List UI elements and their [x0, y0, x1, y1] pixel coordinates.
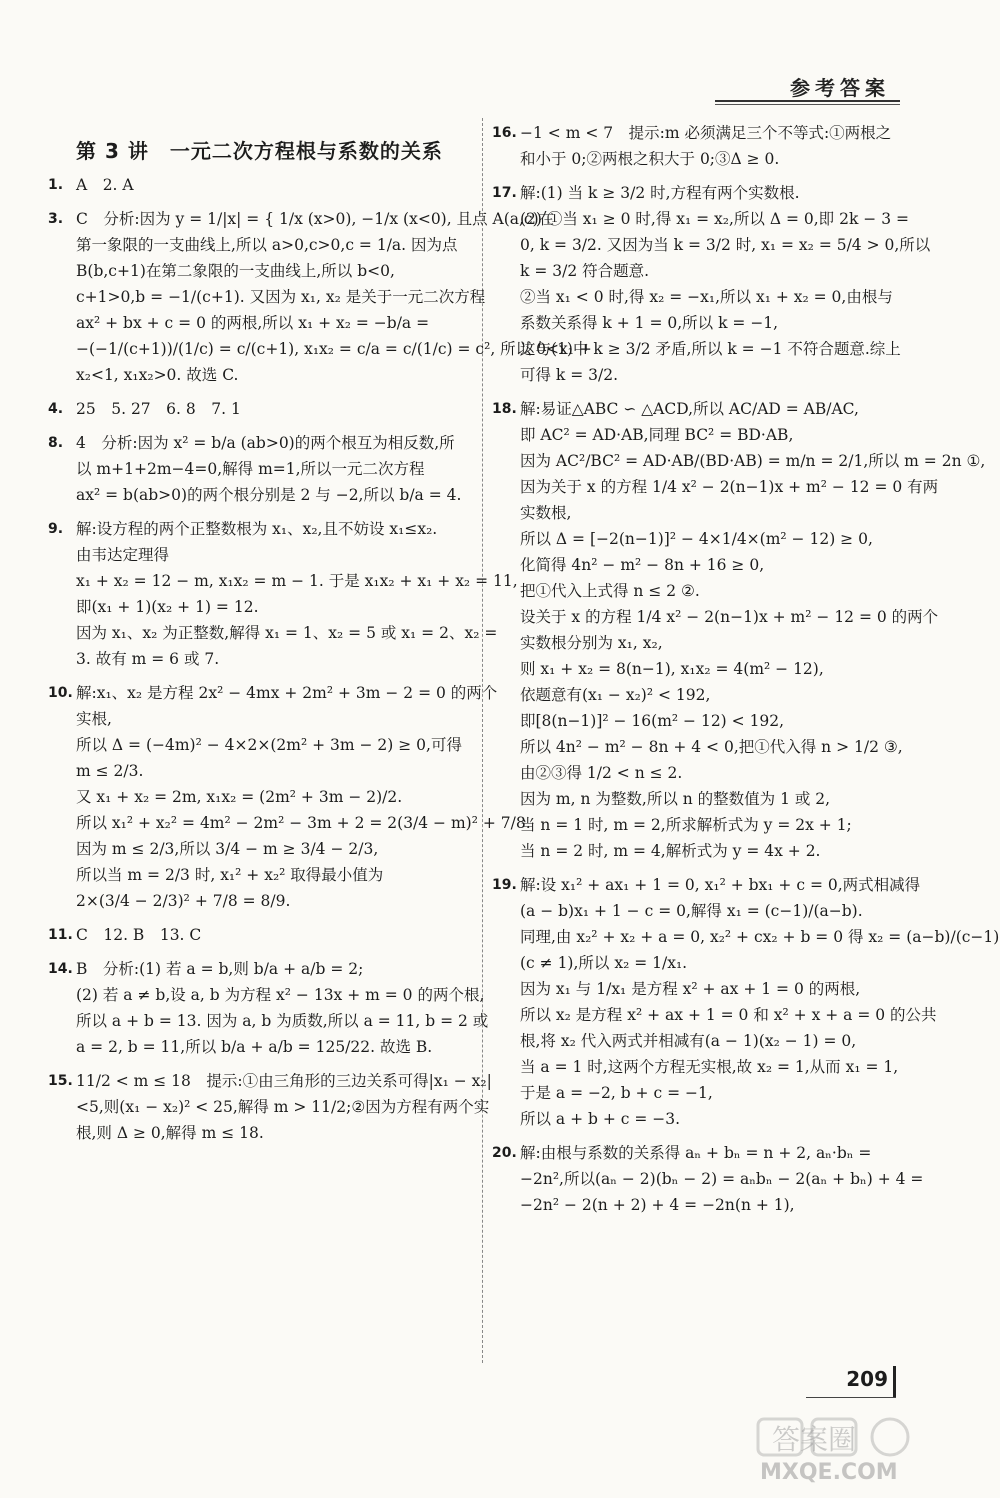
answer-number: 19.	[492, 877, 517, 893]
answer-line: −2n²,所以(aₙ − 2)(bₙ − 2) = aₙbₙ − 2(aₙ + bₙ) + 4 =	[520, 1170, 924, 1188]
answer-line: 以 m+1+2m−4=0,解得 m=1,所以一元二次方程	[76, 460, 425, 478]
answer-line: −1 < m < 7 提示:m 必须满足三个不等式:①两根之	[520, 124, 892, 142]
answer-number: 3.	[48, 211, 64, 227]
answer-line: x₂<1, x₁x₂>0. 故选 C.	[76, 366, 239, 384]
answer-item	[492, 180, 931, 388]
answer-item	[48, 956, 489, 1060]
answer-line: 当 a = 1 时,这两个方程无实根,故 x₂ = 1,从而 x₁ = 1,	[520, 1058, 899, 1076]
answer-line: 所以 x₁² + x₂² = 4m² − 2m² − 3m + 2 = 2(3/4 − m)² + 7/8.	[76, 814, 531, 832]
answer-line: 系数关系得 k + 1 = 0,所以 k = −1,	[520, 314, 779, 332]
answer-line: 实数根分别为 x₁, x₂,	[520, 634, 663, 652]
answer-line: 因为 m ≤ 2/3,所以 3/4 − m ≥ 3/4 − 2/3,	[76, 840, 379, 858]
watermark-logo	[750, 1415, 960, 1485]
answer-line: 即 AC² = AD·AB,同理 BC² = BD·AB,	[520, 426, 794, 444]
answer-line: k = 3/2 符合题意.	[520, 262, 650, 280]
answer-line: 因为 x₁、x₂ 为正整数,解得 x₁ = 1、x₂ = 5 或 x₁ = 2、x₂ =	[76, 624, 498, 642]
answer-line: (c ≠ 1),所以 x₂ = 1/x₁.	[520, 954, 688, 972]
header-rule-thin	[715, 104, 900, 105]
answer-line: (2) ①当 x₁ ≥ 0 时,得 x₁ = x₂,所以 Δ = 0,即 2k − 3 =	[520, 210, 909, 228]
answer-number: 10.	[48, 685, 73, 701]
answer-line: 因为 AC²/BC² = AD·AB/(BD·AB) = m/n = 2/1,所以 m = 2n ①,	[520, 452, 986, 470]
watermark-text: 答案圈	[772, 1423, 857, 1456]
answer-item	[48, 1068, 492, 1146]
answer-line: A 2. A	[76, 176, 134, 194]
answer-item	[492, 120, 902, 172]
answer-line: 解:(1) 当 k ≥ 3/2 时,方程有两个实数根.	[520, 184, 800, 202]
answer-line: <5,则(x₁ − x₂)² < 25,解得 m > 11/2;②因为方程有两个实	[76, 1098, 490, 1116]
right-answer-list	[492, 120, 1000, 1218]
answer-line: a = 2, b = 11,所以 b/a + a/b = 125/22. 故选 B.	[76, 1038, 433, 1056]
answer-line: 所以 a + b + c = −3.	[520, 1110, 681, 1128]
answer-line: 即(x₁ + 1)(x₂ + 1) = 12.	[76, 598, 259, 616]
answer-line: 根,则 Δ ≥ 0,解得 m ≤ 18.	[76, 1124, 264, 1142]
answer-line: 解:易证△ABC ∽ △ACD,所以 AC/AD = AB/AC,	[520, 400, 859, 418]
answer-item	[492, 1140, 924, 1218]
answer-line: 因为 m, n 为整数,所以 n 的整数值为 1 或 2,	[520, 790, 831, 808]
answer-line: 解:设方程的两个正整数根为 x₁、x₂,且不妨设 x₁≤x₂.	[76, 520, 438, 538]
answer-line: 解:设 x₁² + ax₁ + 1 = 0, x₁² + bx₁ + c = 0,两式相减得	[520, 876, 921, 894]
answer-line: 解:x₁、x₂ 是方程 2x² − 4mx + 2m² + 3m − 2 = 0 的两个	[76, 684, 498, 702]
answer-item	[48, 172, 468, 198]
answer-line: m ≤ 2/3.	[76, 762, 144, 780]
right-column	[492, 120, 1000, 1226]
watermark-url: MXQE.COM	[760, 1460, 898, 1485]
answer-number: 16.	[492, 125, 517, 141]
answer-line: 0, k = 3/2. 又因为当 k = 3/2 时, x₁ = x₂ = 5/4 > 0,所以	[520, 236, 931, 254]
answer-line: 所以当 m = 2/3 时, x₁² + x₂² 取得最小值为	[76, 866, 384, 884]
answer-line: 3. 故有 m = 6 或 7.	[76, 650, 220, 668]
answer-number: 17.	[492, 185, 517, 201]
answer-line: 解:由根与系数的关系得 aₙ + bₙ = n + 2, aₙ·bₙ =	[520, 1144, 872, 1162]
page-number-bar	[893, 1366, 896, 1398]
answer-line: 设关于 x 的方程 1/4 x² − 2(n−1)x + m² − 12 = 0 的两个	[520, 608, 939, 626]
answer-line: 所以 a + b = 13. 因为 a, b 为质数,所以 a = 11, b = 2 或	[76, 1012, 489, 1030]
answer-line: B 分析:(1) 若 a = b,则 b/a + a/b = 2;	[76, 960, 364, 978]
answer-item	[48, 396, 468, 422]
page-number: 209	[846, 1367, 888, 1391]
header-label: 参考答案	[790, 76, 890, 100]
answer-item	[48, 430, 468, 508]
answer-line: 可得 k = 3/2.	[520, 366, 619, 384]
answer-line: 和小于 0;②两根之积大于 0;③Δ ≥ 0.	[520, 150, 780, 168]
answer-line: ②当 x₁ < 0 时,得 x₂ = −x₁,所以 x₁ + x₂ = 0,由根与	[520, 288, 893, 306]
answer-line: B(b,c+1)在第二象限的一支曲线上,所以 b<0,	[76, 262, 395, 280]
answer-line: 11/2 < m ≤ 18 提示:①由三角形的三边关系可得|x₁ − x₂|	[76, 1072, 492, 1090]
answer-line: 因为关于 x 的方程 1/4 x² − 2(n−1)x + m² − 12 = 0 有两	[520, 478, 939, 496]
answer-line: 化简得 4n² − m² − 8n + 16 ≥ 0,	[520, 556, 765, 574]
answer-line: 所以 x₂ 是方程 x² + ax + 1 = 0 和 x² + x + a = 0 的公共	[520, 1006, 937, 1024]
header-rule	[715, 100, 900, 102]
answer-line: 因为 x₁ 与 1/x₁ 是方程 x² + ax + 1 = 0 的两根,	[520, 980, 861, 998]
answer-number: 14.	[48, 961, 73, 977]
watermark-logo-icon	[750, 1415, 960, 1485]
answer-line: (2) 若 a ≠ b,设 a, b 为方程 x² − 13x + m = 0 的两个根,	[76, 986, 485, 1004]
answer-number: 18.	[492, 401, 517, 417]
answer-line: ax² = b(ab>0)的两个根分别是 2 与 −2,所以 b/a = 4.	[76, 486, 462, 504]
page-number-rule	[806, 1397, 896, 1398]
answer-number: 9.	[48, 521, 64, 537]
answer-item	[492, 396, 986, 864]
answer-line: 4 分析:因为 x² = b/a (ab>0)的两个根互为相反数,所	[76, 434, 455, 452]
answer-number: 20.	[492, 1145, 517, 1161]
answer-number: 8.	[48, 435, 64, 451]
answer-line: 所以 4n² − m² − 8n + 4 < 0,把①代入得 n > 1/2 ③,	[520, 738, 903, 756]
answer-line: 实根,	[76, 710, 112, 728]
answer-line: 根,将 x₂ 代入两式并相减有(a − 1)(x₂ − 1) = 0,	[520, 1032, 857, 1050]
answer-line: 又 x₁ + x₂ = 2m, x₁x₂ = (2m² + 3m − 2)/2.	[76, 788, 403, 806]
answer-line: 所以 Δ = (−4m)² − 4×2×(2m² + 3m − 2) ≥ 0,可得	[76, 736, 462, 754]
answer-line: −2n² − 2(n + 2) + 4 = −2n(n + 1),	[520, 1196, 795, 1214]
answer-item	[492, 872, 1000, 1132]
answer-number: 4.	[48, 401, 64, 417]
answer-line: 当 n = 2 时, m = 4,解析式为 y = 4x + 2.	[520, 842, 821, 860]
answer-line: 当 n = 1 时, m = 2,所求解析式为 y = 2x + 1;	[520, 816, 852, 834]
answer-line: 2×(3/4 − 2/3)² + 7/8 = 8/9.	[76, 892, 291, 910]
answer-line: x₁ + x₂ = 12 − m, x₁x₂ = m − 1. 于是 x₁x₂ + x₁ + x₂ = 11,	[76, 572, 518, 590]
answer-number: 11.	[48, 927, 73, 943]
answer-line: 把①代入上式得 n ≤ 2 ②.	[520, 582, 700, 600]
answer-line: 25 5. 27 6. 8 7. 1	[76, 400, 241, 418]
answer-line: 则 x₁ + x₂ = 8(n−1), x₁x₂ = 4(m² − 12),	[520, 660, 824, 678]
answer-item	[48, 516, 518, 672]
answer-line: 同理,由 x₂² + x₂ + a = 0, x₂² + cx₂ + b = 0 得 x₂ = (a−b)/(c−1)	[520, 928, 1000, 946]
answer-line: 即[8(n−1)]² − 16(m² − 12) < 192,	[520, 712, 785, 730]
answer-line: ax² + bx + c = 0 的两根,所以 x₁ + x₂ = −b/a =	[76, 314, 430, 332]
answer-line: 实数根,	[520, 504, 572, 522]
answer-number: 1.	[48, 177, 64, 193]
answer-line: 于是 a = −2, b + c = −1,	[520, 1084, 713, 1102]
answer-line: −(−1/(c+1))/(1/c) = c/(c+1), x₁x₂ = c/a = c/(1/c) = c², 所以 0<x₁ +	[76, 340, 592, 358]
answer-item	[48, 922, 468, 948]
answer-line: 所以 Δ = [−2(n−1)]² − 4×1/4×(m² − 12) ≥ 0,	[520, 530, 873, 548]
answer-line: (a − b)x₁ + 1 − c = 0,解得 x₁ = (c−1)/(a−b).	[520, 902, 863, 920]
answer-line: 这与(1)中 k ≥ 3/2 矛盾,所以 k = −1 不符合题意.综上	[520, 340, 901, 358]
answer-line: C 12. B 13. C	[76, 926, 202, 944]
answer-line: c+1>0,b = −1/(c+1). 又因为 x₁, x₂ 是关于一元二次方程	[76, 288, 486, 306]
answer-line: 由韦达定理得	[76, 546, 170, 564]
section-title: 第 3 讲 一元二次方程根与系数的关系	[76, 139, 443, 163]
answer-line: 依题意有(x₁ − x₂)² < 192,	[520, 686, 711, 704]
answer-line: C 分析:因为 y = 1/|x| = { 1/x (x>0), −1/x (x<0), 且点 A(a,c)在	[76, 210, 555, 228]
answer-line: 第一象限的一支曲线上,所以 a>0,c>0,c = 1/a. 因为点	[76, 236, 458, 254]
answer-number: 15.	[48, 1073, 73, 1089]
answer-line: 由②③得 1/2 < n ≤ 2.	[520, 764, 683, 782]
